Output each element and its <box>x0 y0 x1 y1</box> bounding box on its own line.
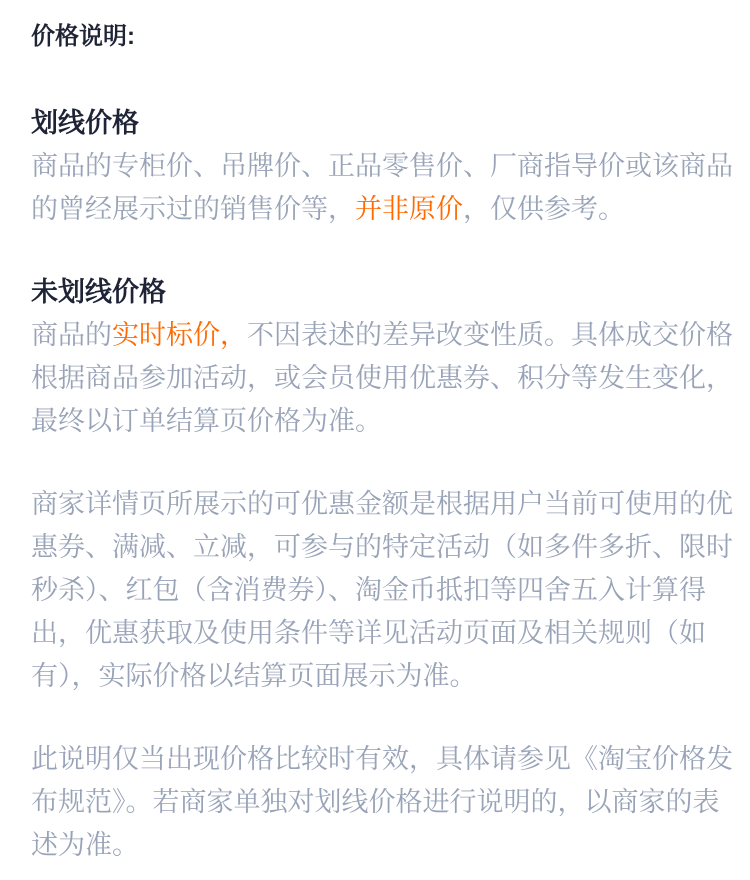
section-validity-note <box>31 738 737 867</box>
strikethrough-price-paragraph <box>31 145 737 231</box>
highlight-realtime-price: 实时标价， <box>112 320 247 350</box>
unstrikethrough-price-heading: 未划线价格 <box>31 277 166 307</box>
discount-amount-paragraph: 商家详情页所展示的可优惠金额是根据用户当前可使用的优惠券、满减、立减，可参与的特定活动（如多件多折、限时秒杀）、红包（含消费券）、淘金币抵扣等四舍五入计算得出，优惠获取及使用条件等详见活动页面及相关规则（如有），实际价格以结算页面展示为准。 <box>31 489 733 691</box>
highlight-not-original-price: 并非原价 <box>355 194 463 224</box>
paragraph-text: ，仅供参考。 <box>463 194 625 224</box>
section-discount-amount <box>31 483 737 698</box>
paragraph-text: 不因表述的差异改变性质。具体成交价格根据商品参加活动，或会员使用优惠券、积分等发生变化，最终以订单结算页价格为准。 <box>31 320 733 436</box>
section-unstrikethrough-price <box>31 271 737 443</box>
paragraph-text: 商品的专柜价、吊牌价、正品零售价、厂商指导价或该商品的曾经展示过的销售价等， <box>31 151 733 224</box>
unstrikethrough-price-paragraph <box>31 314 737 443</box>
strikethrough-price-heading: 划线价格 <box>31 108 139 138</box>
page-title: 价格说明: <box>31 23 135 50</box>
validity-note-paragraph: 此说明仅当出现价格比较时有效，具体请参见《淘宝价格发布规范》。若商家单独对划线价格进行说明的，以商家的表述为准。 <box>31 744 733 860</box>
paragraph-text: 商品的 <box>31 320 112 350</box>
section-strikethrough-price <box>31 102 737 231</box>
